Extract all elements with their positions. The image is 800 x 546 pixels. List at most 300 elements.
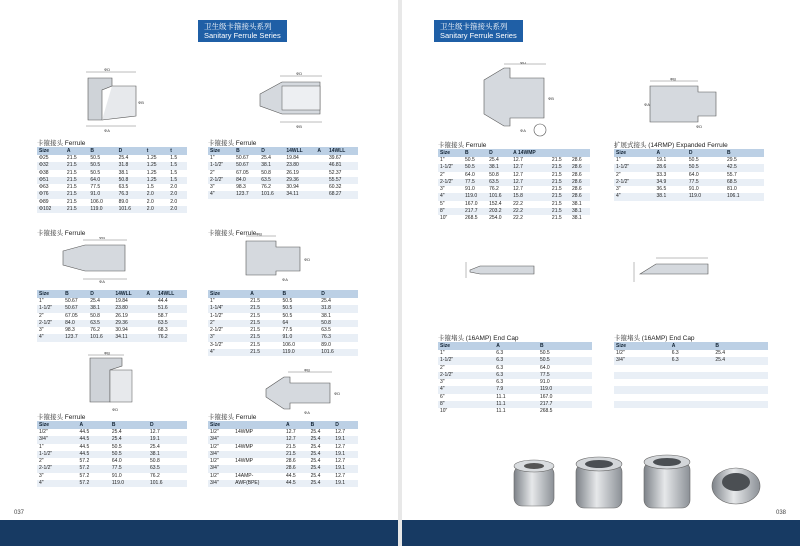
cell: 1" <box>208 155 234 162</box>
col-header: D <box>88 290 113 298</box>
table-row <box>208 305 358 312</box>
cell <box>233 451 284 458</box>
cell: 4" <box>438 193 463 200</box>
ferrule-drawing-1 <box>76 68 156 134</box>
cell: 21.5 <box>248 349 280 356</box>
cell: 2" <box>37 458 78 465</box>
cell: 44.5 <box>284 473 309 480</box>
right-page <box>402 0 800 546</box>
ferrule-drawing-3 <box>55 237 139 283</box>
cell: 1.5 <box>168 155 187 162</box>
table-row <box>208 429 358 436</box>
cell: 2-1/2" <box>438 372 494 379</box>
cell: Φ76 <box>37 191 65 198</box>
cell: 81.0 <box>725 186 764 193</box>
col-header: Size <box>208 147 234 155</box>
header-title-en: Sanitary Ferrule Series <box>440 31 517 40</box>
cell: 44.5 <box>78 444 110 451</box>
table-row <box>37 444 187 451</box>
cell: 50.5 <box>88 155 116 162</box>
cell: 4" <box>37 480 78 487</box>
cell: 91.0 <box>88 191 116 198</box>
cell: 21.5 <box>65 184 88 191</box>
col-header: 14WLL <box>156 290 187 298</box>
expanded-ferrule-table <box>614 149 764 201</box>
cell: 25.4 <box>309 480 334 487</box>
cell: Φ63 <box>37 184 65 191</box>
cell: 63.5 <box>319 327 358 334</box>
cell: Φ51 <box>37 177 65 184</box>
cell: 12.7 <box>148 429 187 436</box>
cell: 31.8 <box>117 162 145 169</box>
cell: 3/4" <box>208 436 233 443</box>
cell: 21.5 <box>248 327 280 334</box>
cell: 19.1 <box>333 451 358 458</box>
table-row <box>614 350 768 357</box>
table-row <box>438 386 592 393</box>
cell: 106.0 <box>281 342 320 349</box>
cell: 3" <box>438 186 463 193</box>
table-row <box>438 201 590 208</box>
cell: 50.8 <box>259 170 284 177</box>
cell: 25.4 <box>487 157 511 164</box>
table-row <box>438 408 592 415</box>
cell: 2" <box>208 320 248 327</box>
cell: 38.1 <box>259 162 284 169</box>
cell: 101.6 <box>259 191 284 198</box>
col-header: A <box>315 147 327 155</box>
cell: 19.1 <box>333 465 358 472</box>
cell: 64.0 <box>687 172 725 179</box>
cell: 28.6 <box>570 164 590 171</box>
cell: 76.2 <box>156 334 187 341</box>
table-row <box>37 458 187 465</box>
cell: Φ89 <box>37 199 65 206</box>
table-row <box>37 436 187 443</box>
cell: 31.8 <box>319 305 358 312</box>
ferrule-table-4 <box>208 290 358 356</box>
col-header: B <box>725 149 764 157</box>
cell: 84.0 <box>234 177 259 184</box>
cell: 119.0 <box>687 193 725 200</box>
cell: 30.94 <box>284 184 315 191</box>
dim-label: ΦD <box>112 407 119 412</box>
col-header: B <box>234 147 259 155</box>
cell: 11.1 <box>494 408 538 415</box>
table-row <box>208 177 358 184</box>
cell: 63.5 <box>259 177 284 184</box>
cell: 217.7 <box>463 208 487 215</box>
table-row <box>37 451 187 458</box>
cell: 42.5 <box>725 164 764 171</box>
cell: 1.25 <box>145 170 168 177</box>
cell <box>144 313 156 320</box>
cell: 77.5 <box>463 179 487 186</box>
cell: 1.5 <box>168 170 187 177</box>
cell: 77.5 <box>538 372 592 379</box>
dim-label: ΦD <box>304 257 311 262</box>
cell: 1" <box>614 157 655 164</box>
cell: 2" <box>37 313 63 320</box>
cell: 1-1/2" <box>438 357 494 364</box>
cell: 101.6 <box>487 193 511 200</box>
cell: 21.5 <box>550 193 570 200</box>
cell: 50.5 <box>88 170 116 177</box>
header-title-cn: 卫生级卡箍接头系列 <box>440 22 508 31</box>
cell: 34.11 <box>284 191 315 198</box>
col-header: Size <box>208 421 233 429</box>
cell: 3" <box>438 379 494 386</box>
cell: 21.5 <box>550 186 570 193</box>
cell: 119.0 <box>463 193 487 200</box>
cell: 23.80 <box>113 305 144 312</box>
cell: 91.0 <box>538 379 592 386</box>
cell: 25.4 <box>713 357 768 364</box>
cell: 1.25 <box>145 177 168 184</box>
header-title-cn: 卫生级卡箍接头系列 <box>204 22 272 31</box>
ferrule-table-3 <box>37 290 187 342</box>
cell <box>144 327 156 334</box>
cell: 76.2 <box>487 186 511 193</box>
cell: 3/4" <box>208 451 233 458</box>
cell: 76.3 <box>319 334 358 341</box>
end-cap-table-2 <box>614 342 768 416</box>
header-title-en: Sanitary Ferrule Series <box>204 31 281 40</box>
cell <box>713 365 768 372</box>
cell: 55.57 <box>327 177 358 184</box>
col-header: B <box>538 342 592 350</box>
cell: 50.5 <box>110 444 148 451</box>
cell: 12.7 <box>511 179 550 186</box>
cell: 21.5 <box>248 320 280 327</box>
cell: 67.05 <box>234 170 259 177</box>
cell: 19.1 <box>148 436 187 443</box>
dim-label: ΦA <box>104 128 110 133</box>
cell: 6.3 <box>670 357 714 364</box>
cell <box>144 320 156 327</box>
cell: 50.5 <box>463 157 487 164</box>
cell <box>144 298 156 305</box>
cell: 22.2 <box>511 215 550 222</box>
cell: 29.36 <box>113 320 144 327</box>
cell: 57.2 <box>78 473 110 480</box>
cell: 21.5 <box>65 191 88 198</box>
table-row <box>37 320 187 327</box>
cell: 167.0 <box>538 394 592 401</box>
cell: 91.0 <box>463 186 487 193</box>
cell: 1/2" <box>208 458 233 465</box>
table-row <box>37 465 187 472</box>
cell <box>614 394 670 401</box>
cell: 26.19 <box>113 313 144 320</box>
table-row <box>37 162 187 169</box>
col-header: D <box>259 147 284 155</box>
cell: 64.0 <box>538 365 592 372</box>
table-row <box>614 164 764 171</box>
dim-label: ΦD <box>520 62 527 65</box>
col-header: A <box>494 342 538 350</box>
cell: 19.84 <box>113 298 144 305</box>
table-caption: 卡箍接头 Ferrule <box>37 140 86 147</box>
table-row <box>208 473 358 480</box>
table-row <box>37 191 187 198</box>
table-row <box>438 357 592 364</box>
table-row <box>208 191 358 198</box>
cell: 2.0 <box>145 199 168 206</box>
table-caption: 卡箍堵头 (16AMP) End Cap <box>614 335 695 342</box>
cell: 12.7 <box>511 186 550 193</box>
cell: 101.6 <box>117 206 145 213</box>
cell: 28.6 <box>570 193 590 200</box>
table-row <box>208 436 358 443</box>
cell: 77.5 <box>687 179 725 186</box>
cell: 44.5 <box>78 429 110 436</box>
cell: 1" <box>37 444 78 451</box>
cell: 38.1 <box>655 193 687 200</box>
cell: 101.6 <box>148 480 187 487</box>
cell: 28.6 <box>284 458 309 465</box>
cell: 19.84 <box>284 155 315 162</box>
table-caption: 扩展式接头 (14RMP) Expanded Ferrule <box>614 142 728 149</box>
cell: 1.5 <box>145 184 168 191</box>
cell: 76.2 <box>88 327 113 334</box>
cell <box>614 408 670 415</box>
table-row <box>37 298 187 305</box>
cell: 4" <box>208 191 234 198</box>
cell: 91.0 <box>281 334 320 341</box>
cell: 38.1 <box>148 451 187 458</box>
cell: 68.3 <box>156 327 187 334</box>
table-caption: 卡箍接头 Ferrule <box>208 140 257 147</box>
cell: 21.5 <box>248 305 280 312</box>
cell: 1" <box>438 157 463 164</box>
page-number: 038 <box>775 510 786 516</box>
cell: 25.4 <box>309 444 334 451</box>
dim-label: ΦD <box>296 72 303 76</box>
col-header: Size <box>37 421 78 429</box>
cell: 44.5 <box>284 480 309 487</box>
col-header: Size <box>614 342 670 350</box>
col-header: Size <box>37 290 63 298</box>
cell: 25.4 <box>88 298 113 305</box>
cell: 152.4 <box>487 201 511 208</box>
ferrule-table-5 <box>37 421 187 487</box>
table-row <box>208 162 358 169</box>
cell: 1.5 <box>168 177 187 184</box>
table-row <box>614 157 764 164</box>
cell: 12.7 <box>511 157 550 164</box>
dim-label: ΦD <box>334 391 341 396</box>
cell: 203.2 <box>487 208 511 215</box>
table-row <box>37 327 187 334</box>
cell: 38.1 <box>88 305 113 312</box>
end-cap-drawing-2 <box>632 252 716 288</box>
table-row <box>37 473 187 480</box>
product-photos <box>504 452 764 514</box>
table-row <box>438 164 590 171</box>
cell: 1-1/2" <box>37 305 63 312</box>
ferrule-drawing-5 <box>82 352 144 414</box>
footer-bar <box>402 520 800 546</box>
cell: 64.0 <box>88 177 116 184</box>
cell: 2" <box>208 170 234 177</box>
ferrule-table-1 <box>37 147 187 213</box>
cell: 1-1/2" <box>208 162 234 169</box>
col-header <box>550 149 570 157</box>
cell: 11.1 <box>494 394 538 401</box>
cell <box>670 379 714 386</box>
cell <box>614 365 670 372</box>
cell: 12.7 <box>333 429 358 436</box>
cell: 76.2 <box>259 184 284 191</box>
cell: 21.5 <box>550 179 570 186</box>
cell: 106.0 <box>88 199 116 206</box>
table-row <box>37 184 187 191</box>
cell: 19.1 <box>333 480 358 487</box>
cell <box>315 184 327 191</box>
cell: 21.5 <box>550 201 570 208</box>
cell: 26.19 <box>284 170 315 177</box>
expanded-ferrule-drawing <box>640 78 730 130</box>
cell: 21.5 <box>65 199 88 206</box>
end-cap-drawing-1 <box>464 254 544 284</box>
cell: 22.2 <box>511 201 550 208</box>
cell <box>614 401 670 408</box>
cell: 50.67 <box>63 305 88 312</box>
cell: 25.4 <box>309 436 334 443</box>
nut-photo <box>712 468 760 504</box>
table-row <box>208 451 358 458</box>
table-row <box>208 458 358 465</box>
table-row <box>37 170 187 177</box>
cell: 2-1/2" <box>614 179 655 186</box>
cell: 1.5 <box>168 162 187 169</box>
cell: 68.5 <box>725 179 764 186</box>
cell <box>144 334 156 341</box>
cell: 2.0 <box>168 191 187 198</box>
cell: 4" <box>37 334 63 341</box>
cell: 21.5 <box>65 177 88 184</box>
cell: 50.5 <box>687 157 725 164</box>
cell: 57.2 <box>78 458 110 465</box>
dim-label: ΦD <box>696 124 703 129</box>
col-header: B <box>110 421 148 429</box>
cell: 1" <box>208 298 248 305</box>
cell: 38.1 <box>570 208 590 215</box>
cell: 3/4" <box>208 480 233 487</box>
cell: 14WMP <box>233 458 284 465</box>
cell: 25.4 <box>259 155 284 162</box>
cell: 38.1 <box>487 164 511 171</box>
dim-label: ΦA <box>99 279 105 283</box>
cell <box>713 394 768 401</box>
ferrule-photo <box>514 460 554 506</box>
cell: 8" <box>438 401 494 408</box>
cell: 28.6 <box>570 186 590 193</box>
table-row <box>208 298 358 305</box>
cell: 50.5 <box>281 313 320 320</box>
cell: 52.37 <box>327 170 358 177</box>
cell <box>315 177 327 184</box>
cell: 38.1 <box>319 313 358 320</box>
cell: 25.4 <box>117 155 145 162</box>
dim-label: ΦB <box>670 78 676 82</box>
cell: 1" <box>438 350 494 357</box>
cell <box>315 162 327 169</box>
table-caption: 卡箍堵头 (16AMP) End Cap <box>438 335 519 342</box>
cell: 3" <box>208 184 234 191</box>
cell: 254.0 <box>487 215 511 222</box>
cell: 21.5 <box>65 155 88 162</box>
cell <box>713 379 768 386</box>
cell: 6.3 <box>494 379 538 386</box>
table-row <box>614 394 768 401</box>
cell: 2" <box>438 365 494 372</box>
cell: 50.8 <box>148 458 187 465</box>
cell: 58.7 <box>156 313 187 320</box>
cell: 22.2 <box>511 208 550 215</box>
cell: 89.0 <box>319 342 358 349</box>
table-row <box>614 365 768 372</box>
cell: 1-1/2" <box>37 451 78 458</box>
cell: 21.5 <box>65 206 88 213</box>
cell <box>670 386 714 393</box>
cell <box>315 191 327 198</box>
cell: 1" <box>37 298 63 305</box>
dim-label: ΦB <box>138 100 144 105</box>
dim-label: ΦD <box>104 68 111 72</box>
table-row <box>438 172 590 179</box>
cell: 21.5 <box>550 172 570 179</box>
dim-label: ΦA <box>282 277 288 282</box>
cell: 123.7 <box>234 191 259 198</box>
cell: 44.4 <box>156 298 187 305</box>
cell: 14WMP <box>233 444 284 451</box>
col-header: A <box>655 149 687 157</box>
cell: 6.3 <box>494 365 538 372</box>
table-row <box>208 155 358 162</box>
cell: 36.5 <box>655 186 687 193</box>
cell: 1/2" <box>208 429 233 436</box>
cell <box>614 372 670 379</box>
cell: 25.4 <box>110 436 148 443</box>
ferrule-drawing-2 <box>250 72 340 130</box>
cell: 23.80 <box>284 162 315 169</box>
col-header: D <box>687 149 725 157</box>
table-row <box>438 179 590 186</box>
cell: 21.5 <box>248 298 280 305</box>
cell <box>713 372 768 379</box>
col-header: 14WLL <box>113 290 144 298</box>
cell: 51.6 <box>156 305 187 312</box>
dim-label: ΦA <box>304 410 310 415</box>
cell: 21.5 <box>550 157 570 164</box>
cell: 4" <box>208 349 248 356</box>
table-row <box>438 157 590 164</box>
cell: 2-1/2" <box>438 179 463 186</box>
cell: 6" <box>438 394 494 401</box>
cell: 2-1/2" <box>208 177 234 184</box>
cell <box>713 401 768 408</box>
col-header: 14WLL <box>284 147 315 155</box>
cell: 67.05 <box>63 313 88 320</box>
cell <box>233 436 284 443</box>
cell: 34.11 <box>113 334 144 341</box>
cell: Φ32 <box>37 162 65 169</box>
cell: 28.6 <box>570 157 590 164</box>
cell: 2.0 <box>145 191 168 198</box>
table-row <box>438 379 592 386</box>
